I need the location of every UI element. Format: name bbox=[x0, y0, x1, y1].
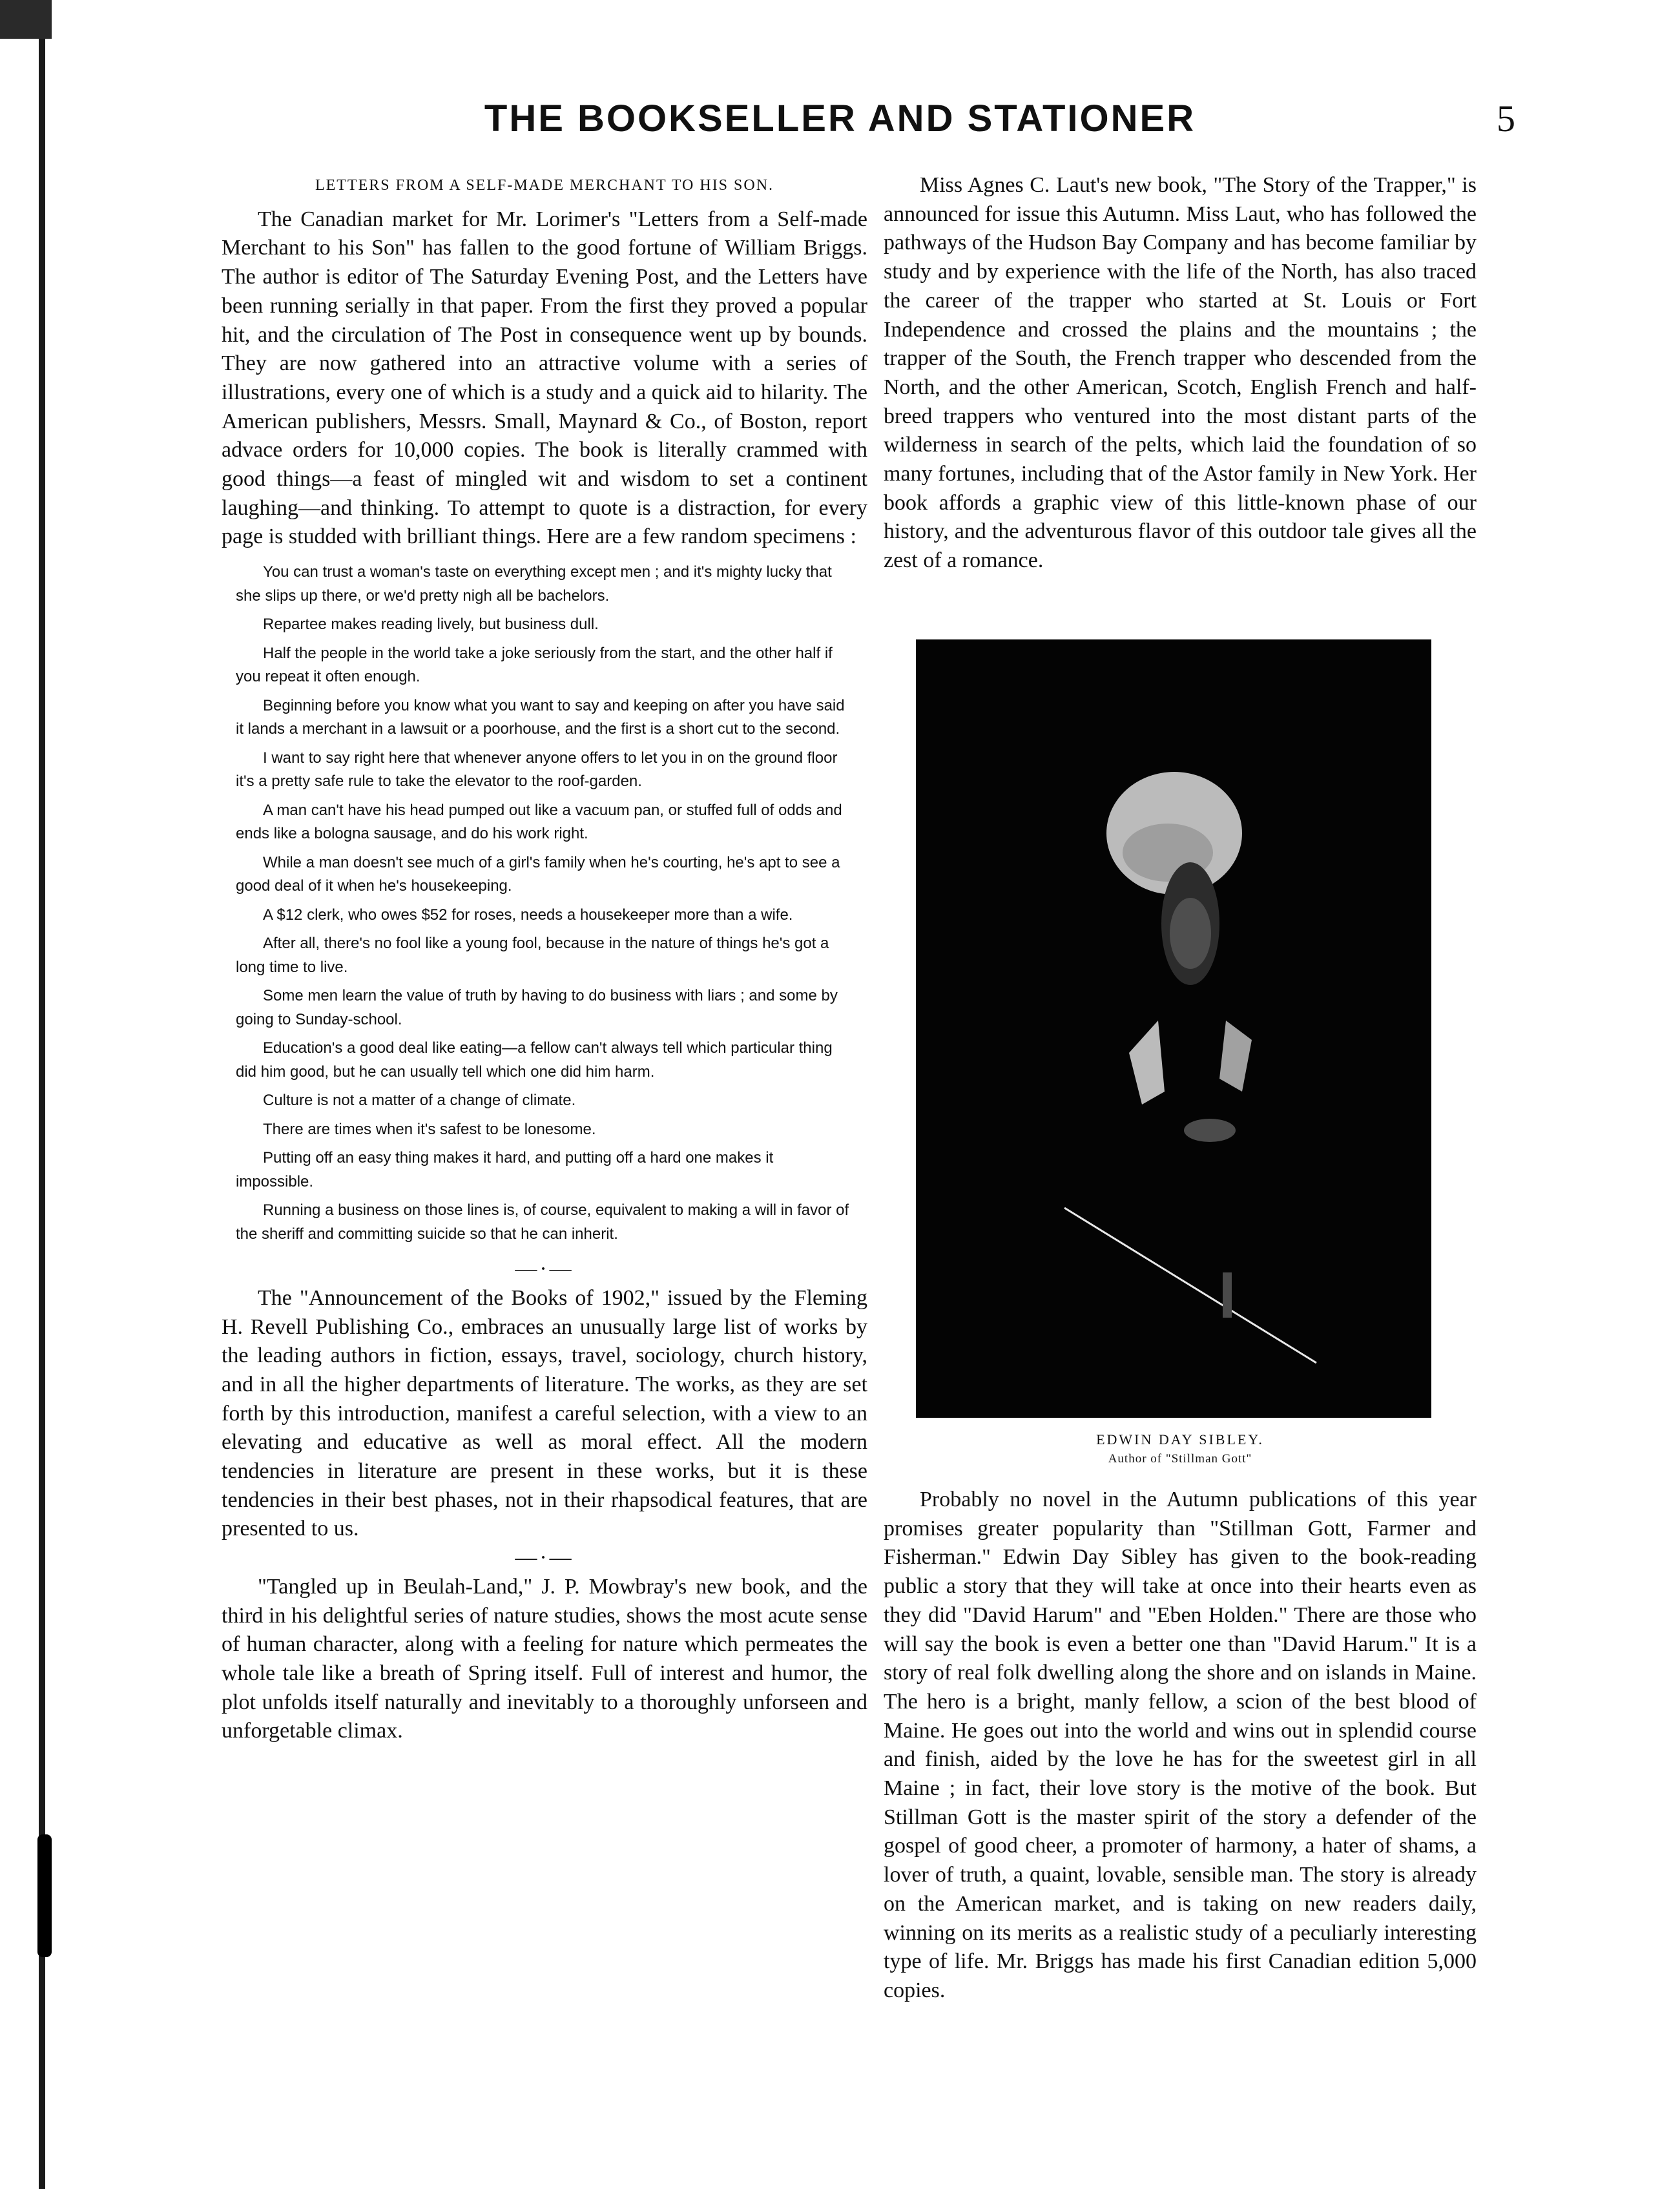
quote-item: Running a business on those lines is, of course, equivalent to making a will in favor of the sheriff and committing suicide so that he can inherit. bbox=[236, 1201, 849, 1243]
right-column-upper bbox=[884, 171, 1477, 576]
quote-item: Some men learn the value of truth by having to do business with liars ; and some by going to Sunday-school. bbox=[236, 987, 838, 1028]
article-paragraph-laut: Miss Agnes C. Laut's new book, "The Story of the Trapper," is announced for issue this Autumn. Miss Laut, who has followed the pathways of the Hudson Bay Company and has become familiar by study and by experience with the life of the North, has also traced the career of the trapper who started at St. Louis or Fort Independence and crossed the plains and the mountains ; the trapper of the South, the French trapper who descended from the North, and the other American, Scotch, English French and half-breed trappers who ventured into the most distant parts of the wilderness in search of the pelts, which laid the foundation of so many fortunes, including that of the Astor family in New York. Her book affords a graphic view of this little-known phase of our history, and the adventurous flavor of this outdoor tale gives all the zest of a romance. bbox=[884, 173, 1477, 573]
quote-item: There are times when it's safest to be lonesome. bbox=[263, 1120, 596, 1138]
left-column bbox=[222, 171, 867, 1746]
quote-item: A $12 clerk, who owes $52 for roses, needs a housekeeper more than a wife. bbox=[263, 906, 793, 924]
article-headline-letters: LETTERS FROM A SELF-MADE MERCHANT TO HIS SON. bbox=[315, 177, 774, 194]
quote-item: A man can't have his head pumped out like a vacuum pan, or stuffed full of odds and ends like a bologna sausage, and do his work right. bbox=[236, 801, 842, 843]
photo-caption-name: EDWIN DAY SIBLEY. bbox=[1096, 1431, 1264, 1447]
photo-caption-credit: Author of "Stillman Gott" bbox=[1108, 1452, 1252, 1466]
quote-item: Education's a good deal like eating—a fellow can't always tell which particular thing did him good, but he can usually tell which one did him harm. bbox=[236, 1039, 833, 1081]
quote-item: You can trust a woman's taste on everything except men ; and it's mighty lucky that she slips up there, or we'd pretty nigh all be bachelors. bbox=[236, 563, 832, 605]
section-separator: —·— bbox=[515, 1546, 574, 1570]
page-number: 5 bbox=[1497, 98, 1515, 140]
quote-item: Half the people in the world take a joke seriously from the start, and the other half if you repeat it often enough. bbox=[236, 644, 833, 686]
quote-list bbox=[222, 561, 867, 1246]
page-header bbox=[0, 97, 1680, 155]
quote-item: I want to say right here that whenever anyone offers to let you in on the ground floor it's a pretty safe rule to take the elevator to the roof-garden. bbox=[236, 749, 838, 791]
binding-corner-mark bbox=[0, 0, 52, 39]
quote-item: Culture is not a matter of a change of climate. bbox=[263, 1092, 576, 1110]
article-paragraph-revell: The "Announcement of the Books of 1902," issued by the Fleming H. Revell Publishing Co., embraces an unusually large list of works by the leading authors in fiction, essays, travel, sociology, church history, and in all the higher departments of literature. The works, as they are set forth by this introduction, manifest a careful selection, with a view to an elevating and educative as well as moral effect. All the modern tendencies in literature are present in these works, but it is these tendencies in their best phases, not in their rhapsodical features, that are presented to us. bbox=[222, 1285, 867, 1541]
quote-item: After all, there's no fool like a young fool, because in the nature of things he's got a long time to live. bbox=[236, 935, 829, 976]
quote-item: Repartee makes reading lively, but business dull. bbox=[263, 616, 599, 634]
section-separator: —·— bbox=[515, 1257, 574, 1281]
quote-item: Putting off an easy thing makes it hard, and putting off a hard one makes it impossible. bbox=[236, 1149, 774, 1190]
running-title: THE BOOKSELLER AND STATIONER bbox=[484, 98, 1196, 140]
right-column-lower bbox=[884, 1486, 1477, 2006]
quote-item: While a man doesn't see much of a girl's family when he's courting, he's apt to see a good deal of it when he's housekeeping. bbox=[236, 853, 840, 895]
quote-item: Beginning before you know what you want to say and keeping on after you have said it lands a merchant in a lawsuit or a poorhouse, and the first is a short cut to the second. bbox=[236, 696, 845, 738]
portrait-image bbox=[916, 639, 1431, 1418]
binding-ink-blot bbox=[37, 1834, 52, 1957]
article-paragraph-mowbray: "Tangled up in Beulah-Land," J. P. Mowbray's new book, and the third in his delightful series of nature studies, shows the most acute sense of human character, along with a feeling for nature which permeates the whole tale like a breath of Spring itself. Full of interest and humor, the plot unfolds itself naturally and inevitably to a thoroughly unforseen and unforgetable climax. bbox=[222, 1574, 867, 1743]
article-paragraph-lorimer: The Canadian market for Mr. Lorimer's "Letters from a Self-made Merchant to his Son" has fallen to the good fortune of William Briggs. The author is editor of The Saturday Evening Post, and the Letters have been running serially in that paper. From the first they proved a popular hit, and the circulation of The Post in consequence went up by bounds. They are now gathered into an attractive volume with a series of illustrations, every one of which is a study and a quick aid to hilarity. The American publishers, Messrs. Small, Maynard & Co., of Boston, report advace orders for 10,000 copies. The book is literally crammed with good things—a feast of mingled wit and wisdom to set a continent laughing—and thinking. To attempt to quote is a distraction, for every page is studded with brilliant things. Here are a few random specimens : bbox=[222, 207, 867, 549]
article-paragraph-sibley: Probably no novel in the Autumn publications of this year promises greater popularity than "Stillman Gott, Farmer and Fisherman." Edwin Day Sibley has given to the book-reading public a story that they will take at once into their hearts even as they did "David Harum" and "Eben Holden." There are those who will say the book is even a better one than "David Harum." It is a story of real folk dwelling along the shore and on islands in Maine. The hero is a bright, manly fellow, a scion of the best blood of Maine. He goes out into the world and wins out in splendid course and finish, aided by the love he has for the sweetest girl in all Maine ; in fact, their love story is the motive of the book. But Stillman Gott is the master spirit of the story a defender of the gospel of good cheer, a promoter of harmony, a hater of shams, a lover of truth, a quaint, lovable, sensible man. The story is already on the American market, and is taking on new readers daily, winning on its merits as a realistic study of a peculiarly interesting type of life. Mr. Briggs has made his first Canadian edition 5,000 copies. bbox=[884, 1488, 1477, 2002]
author-portrait-photo bbox=[916, 639, 1431, 1418]
